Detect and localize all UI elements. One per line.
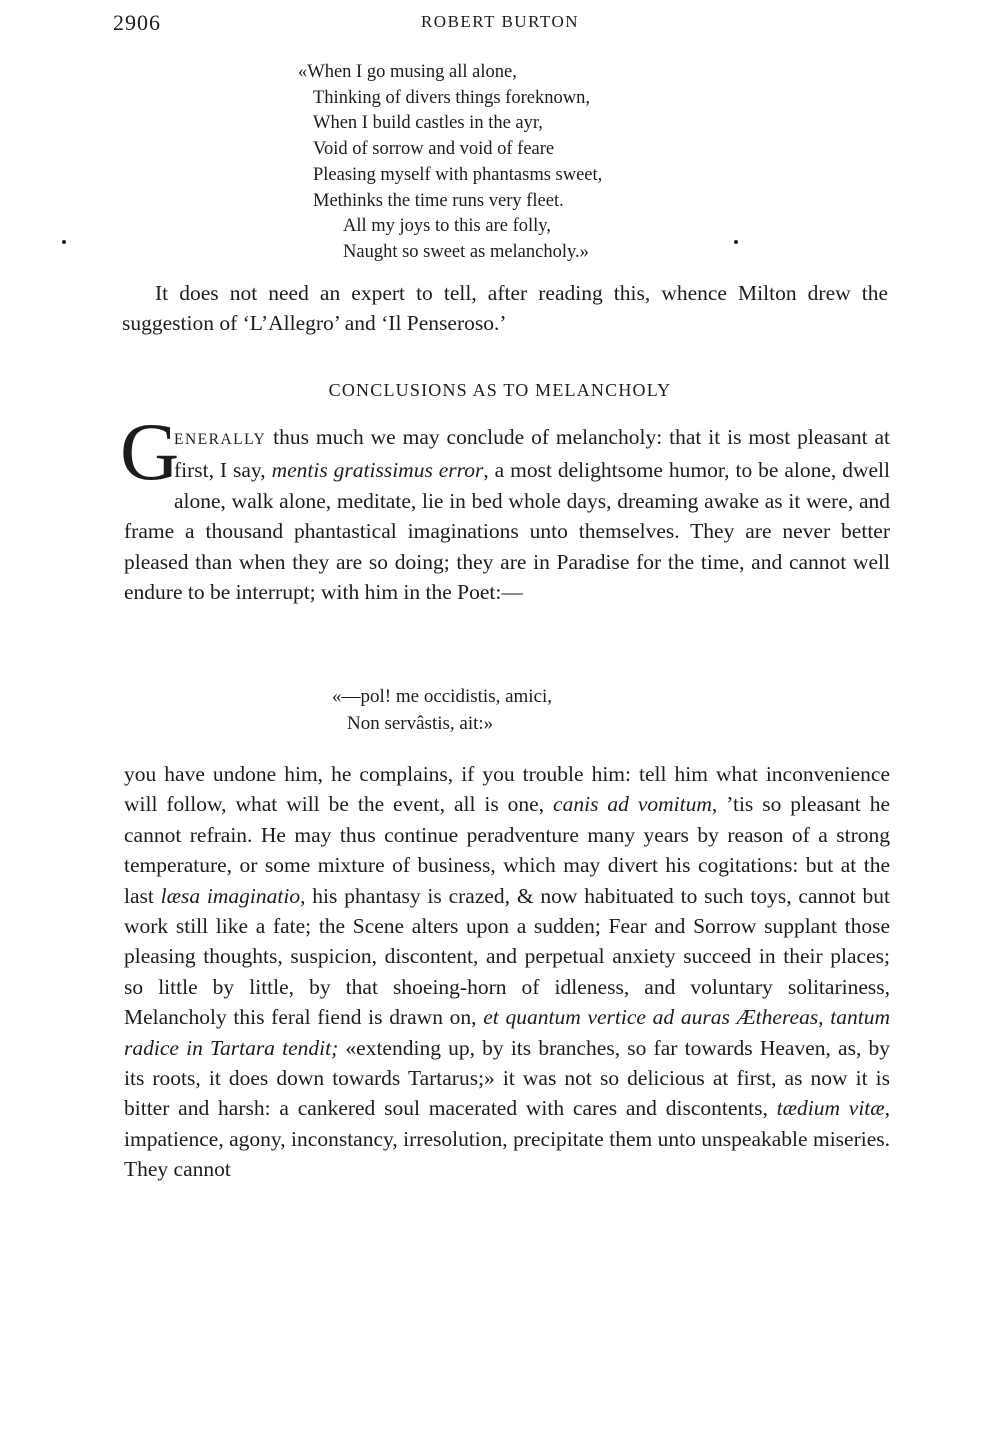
section-heading: CONCLUSIONS AS TO MELANCHOLY [328,380,672,400]
paragraph-continuation [124,759,890,1185]
verse-line: Thinking of divers things foreknown, [313,87,590,108]
latin-phrase: canis ad vomitum [553,792,712,817]
page-number: 2906 [113,10,161,35]
verse-line: «When I go musing all alone, [298,62,517,82]
text-run: , ’tis so pleasant he cannot refrain. He may thus continue peradventure many years by reason of a strong temperature, or some mixture of business, which may divert his cogitations: but at the last [124,792,890,908]
text-run: you have undone him, he complains, if you trouble him: tell him what inconvenience will follow, what will be the event, all is one, [124,762,890,817]
latin-phrase: et quantum vertice ad auras Æthereas, tantum radice in Tartara tendit; [124,1005,890,1060]
running-header: ROBERT BURTON [420,12,580,31]
latin-phrase: læsa imaginatio [160,883,301,908]
verse-line: Void of sorrow and void of feare [313,139,555,160]
paragraph-milton-note: It does not need an expert to tell, after reading this, whence Milton drew the suggestion of ‘L’Allegro’ and ‘Il Penseroso.’ [122,281,888,336]
text-run: , impatience, agony, inconstancy, irresolution, precipitate them unto unspeakable miseries. They cannot [124,1096,890,1182]
verse-line: Methinks the time runs very fleet. [313,190,564,211]
latin-verse-quotation [332,683,552,737]
verse-quotation [298,60,602,266]
verse-line: Naught so sweet as melancholy.» [343,241,589,262]
paragraph-conclusions [124,422,890,607]
verse-line: «—pol! me occidistis, amici, [332,686,553,707]
drop-cap: G [120,406,180,497]
verse-line: Pleasing myself with phantasms sweet, [313,164,603,185]
verse-line: All my joys to this are folly, [343,216,551,237]
text-run: «extending up, by its branches, so far towards Heaven, as, by its roots, it does down towards Tartarus;» it was not so delicious at first, as now it is bitter and harsh: a cankered soul macerated with cares and discontents, [124,1035,890,1121]
latin-phrase: mentis gratissimus error [271,458,484,483]
verse-line: When I build castles in the ayr, [313,113,543,134]
ink-speck [62,240,66,244]
latin-phrase: tædium vitæ [776,1096,885,1121]
drop-cap-space [124,422,174,506]
verse-line: Non servâstis, ait:» [347,713,494,734]
lead-small-caps: ENERALLY [174,431,267,448]
text-run: thus much we may conclude of melancholy: that it is most pleasant at first, I say, [174,425,890,483]
text-run: , his phantasy is crazed, & now habituated to such toys, cannot but work still like a fate; the Scene alters upon a sudden; Fear and Sorrow supplant those pleasing thoughts, suspicion, discontent, and perpetual anxiety succeed in their places; so little by little, by that shoeing-horn of idleness, and voluntary solitariness, Melancholy this feral fiend is drawn on, [124,883,890,1030]
text-run: , a most delightsome humor, to be alone, dwell alone, walk alone, meditate, lie in bed whole days, dreaming awake as it were, and frame a thousand phantastical imaginations unto themselves. They are never better pleased than when they are so doing; they are in Paradise for the time, and cannot well endure to be interrupt; with him in the Poet:— [124,458,890,605]
ink-speck [734,240,738,244]
